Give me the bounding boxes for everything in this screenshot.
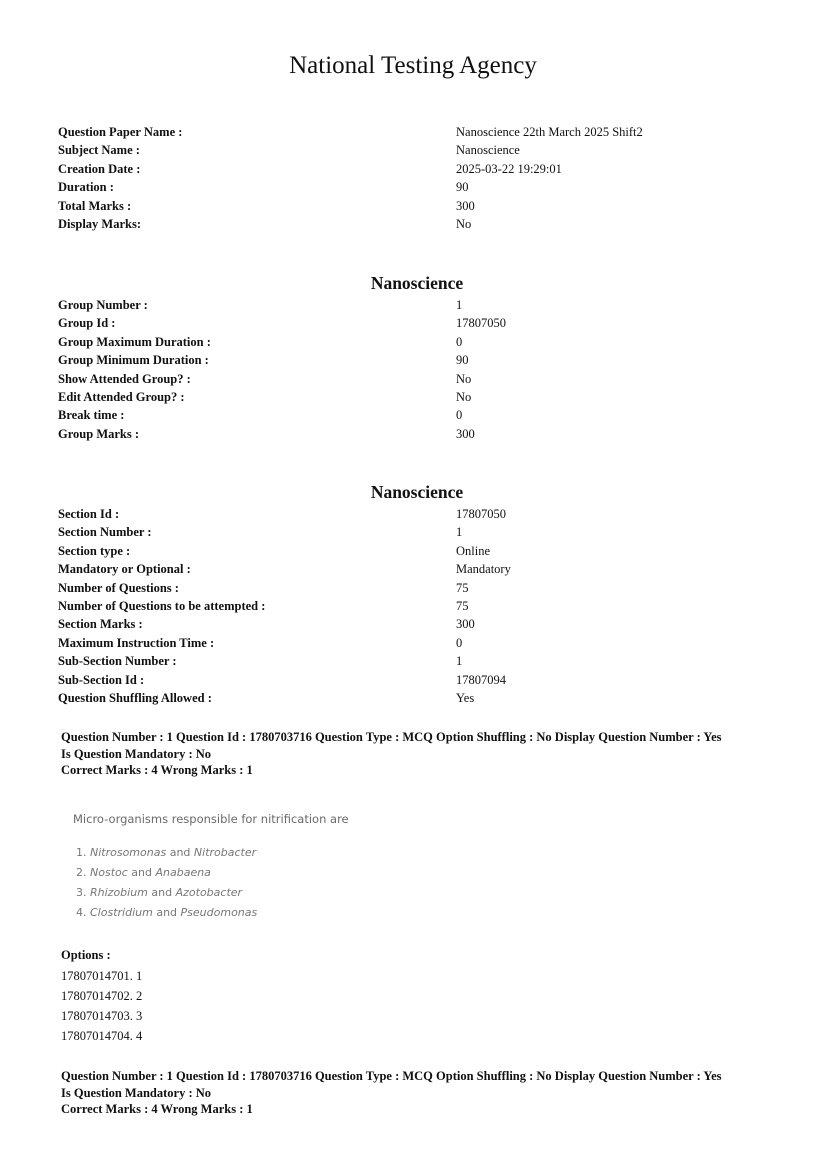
paper-detail-label: Question Paper Name : (58, 125, 183, 139)
paper-detail-row (58, 141, 778, 159)
section-detail-label: Sub-Section Id : (58, 672, 145, 687)
group-detail-value: 90 (456, 353, 469, 368)
group-detail-value: No (456, 389, 472, 404)
page-title: National Testing Agency (289, 52, 537, 79)
group-heading: Nanoscience (370, 273, 464, 293)
paper-detail-row (58, 197, 778, 215)
paper-detail-row (58, 215, 778, 233)
group-detail-row (58, 406, 778, 424)
group-detail-value: 0 (456, 408, 463, 423)
group-details (58, 296, 778, 443)
section-detail-row (58, 542, 778, 560)
section-details (58, 505, 778, 707)
group-detail-value: 17807050 (456, 316, 506, 331)
section-detail-value: 0 (456, 635, 463, 650)
section-detail-row (58, 671, 778, 689)
paper-detail-row (58, 160, 778, 178)
option-item: 17807014704. 4 (61, 1029, 143, 1043)
question-2-marks: Correct Marks : 4 Wrong Marks : 1 (61, 1102, 253, 1116)
group-detail-row (58, 425, 778, 443)
group-detail-row (58, 333, 778, 351)
group-detail-label: Group Id : (58, 316, 116, 331)
section-detail-value: 17807094 (456, 672, 506, 687)
section-detail-row (58, 579, 778, 597)
section-detail-row (58, 523, 778, 541)
choice-item: 3. Rhizobium and Azotobacter (76, 886, 243, 899)
question-1-stem: Micro-organisms responsible for nitrification are (73, 812, 349, 826)
paper-detail-value: Nanoscience (456, 143, 520, 158)
group-detail-label: Show Attended Group? : (58, 371, 191, 386)
paper-detail-row (58, 178, 778, 196)
section-detail-label: Question Shuffling Allowed : (58, 690, 212, 705)
section-detail-label: Maximum Instruction Time : (58, 635, 215, 650)
group-detail-value: 0 (456, 334, 463, 349)
paper-detail-label: Duration : (58, 180, 114, 195)
paper-details (58, 123, 778, 233)
paper-detail-value: No (456, 216, 472, 231)
section-detail-row (58, 560, 778, 578)
choice-item: 4. Clostridium and Pseudomonas (76, 906, 258, 919)
option-item: 17807014703. 3 (61, 1009, 143, 1023)
paper-detail-label: Total Marks : (58, 198, 132, 213)
question-2-meta: Question Number : 1 Question Id : 1780703716 Question Type : MCQ Option Shuffling : No Display Question Number : Yes (61, 1069, 722, 1083)
section-detail-label: Number of Questions : (58, 580, 179, 595)
choice-item: 2. Nostoc and Anabaena (76, 866, 211, 879)
section-detail-value: 1 (456, 654, 463, 669)
section-detail-label: Section Id : (58, 507, 120, 521)
paper-detail-label: Display Marks: (58, 216, 141, 231)
question-1-image (62, 800, 362, 928)
section-detail-row (58, 615, 778, 633)
section-detail-value: 300 (456, 617, 475, 632)
section-detail-row (58, 597, 778, 615)
group-detail-value: No (456, 371, 472, 386)
options-label: Options : (61, 948, 111, 962)
group-detail-row (58, 351, 778, 369)
group-detail-label: Group Marks : (58, 426, 140, 441)
group-detail-label: Break time : (58, 408, 125, 423)
section-detail-value: Online (456, 543, 491, 558)
section-detail-label: Section Number : (58, 525, 152, 540)
question-1-options (61, 946, 142, 1046)
group-detail-row (58, 296, 778, 314)
section-detail-label: Number of Questions to be attempted : (58, 598, 266, 613)
paper-detail-value: 300 (456, 198, 475, 213)
section-detail-row (58, 634, 778, 652)
group-detail-row (58, 388, 778, 406)
question-2-header (61, 1068, 781, 1118)
question-1-marks: Correct Marks : 4 Wrong Marks : 1 (61, 763, 253, 777)
question-1-header (61, 729, 781, 779)
section-detail-label: Mandatory or Optional : (58, 562, 191, 577)
paper-detail-label: Creation Date : (58, 161, 141, 176)
section-detail-value: 17807050 (456, 507, 506, 521)
group-detail-value: 1 (456, 298, 463, 312)
group-detail-label: Group Minimum Duration : (58, 353, 209, 368)
section-heading: Nanoscience (370, 482, 464, 502)
group-detail-value: 300 (456, 426, 475, 441)
question-1-meta: Question Number : 1 Question Id : 1780703716 Question Type : MCQ Option Shuffling : No Display Question Number : Yes (61, 730, 722, 744)
question-1-mandatory: Is Question Mandatory : No (61, 746, 212, 761)
paper-detail-row (58, 123, 778, 141)
section-detail-value: 75 (456, 598, 469, 613)
section-detail-row (58, 689, 778, 707)
paper-detail-value: Nanoscience 22th March 2025 Shift2 (456, 125, 643, 139)
section-detail-value: Mandatory (456, 562, 511, 577)
question-1-choices (76, 843, 257, 923)
group-detail-row (58, 314, 778, 332)
choice-item: 1. Nitrosomonas and Nitrobacter (76, 846, 257, 859)
paper-detail-label: Subject Name : (58, 143, 140, 158)
section-detail-value: Yes (456, 690, 475, 705)
section-detail-label: Sub-Section Number : (58, 654, 177, 669)
group-detail-row (58, 370, 778, 388)
paper-detail-value: 90 (456, 180, 469, 195)
section-detail-row (58, 505, 778, 523)
section-detail-row (58, 652, 778, 670)
section-detail-label: Section Marks : (58, 617, 143, 632)
question-2-mandatory: Is Question Mandatory : No (61, 1085, 212, 1100)
option-item: 17807014702. 2 (61, 989, 143, 1003)
group-detail-label: Group Maximum Duration : (58, 334, 211, 349)
option-item: 17807014701. 1 (61, 969, 143, 983)
section-detail-label: Section type : (58, 543, 131, 558)
paper-detail-value: 2025-03-22 19:29:01 (456, 161, 562, 176)
group-detail-label: Group Number : (58, 298, 148, 312)
group-detail-label: Edit Attended Group? : (58, 389, 185, 404)
section-detail-value: 75 (456, 580, 469, 595)
section-detail-value: 1 (456, 525, 463, 540)
